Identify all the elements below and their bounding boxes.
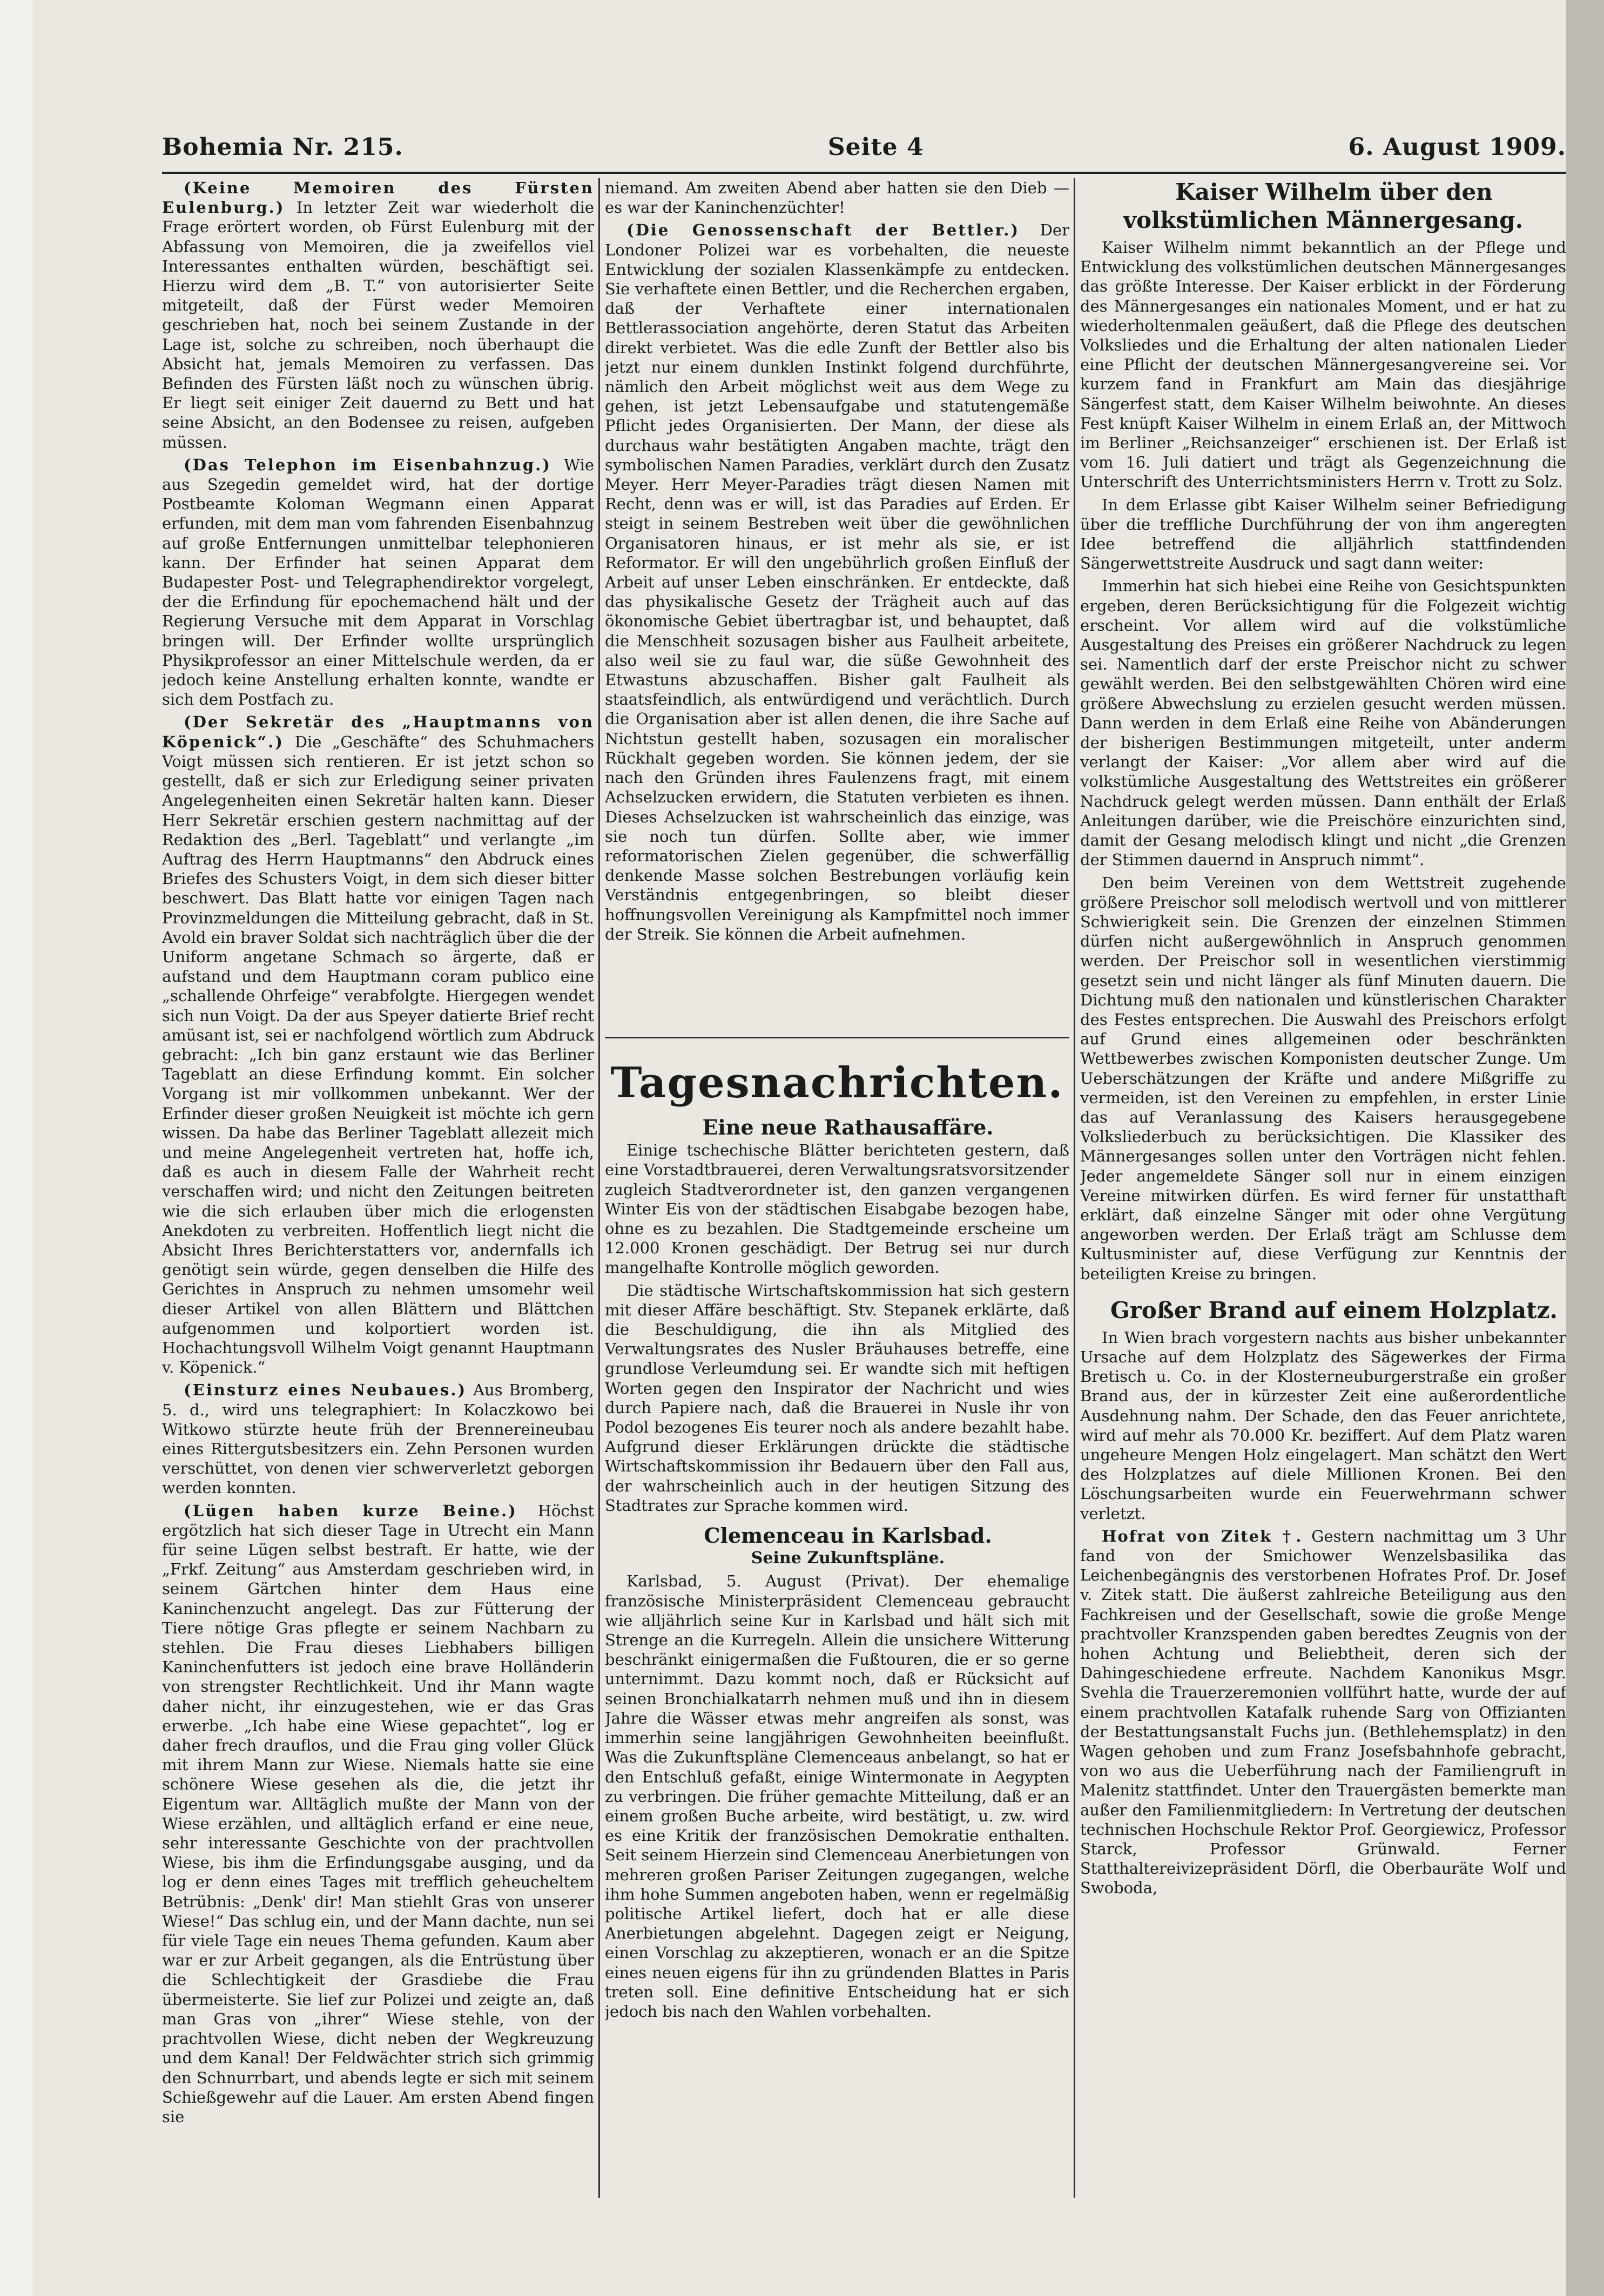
scan-margin-right [1566, 0, 1604, 2296]
article-zitek: Hofrat von Zitek †. Gestern nachmittag um 3 Uhr fand von der Smichower Wenzelsbasilika das Leichenbegängnis des verstorbenen Hofrates Prof. Dr. Josef v. Zitek statt. Die äußerst zahlreiche Beteiligung aus den Fachkreisen und der Gesellschaft, sowie die große Menge prachtvoller Kranzspenden gaben beredtes Zeugnis von der hohen Achtung und Beliebtheit, deren sich der Dahingeschiedene erfreute. Nachdem Kanonikus Msgr. Svehla die Trauerzeremonien vollführt hatte, wurde der auf einem prachtvollen Katafalk ruhende Sarg von Offizianten der Bestattungsanstalt Fuchs jun. (Bethlehemsplatz) in den Wagen gehoben und zum Franz Josefsbahnhofe gebracht, von wo aus die Ueberführung nach der Familiengruft in Malenitz stattfindet. Unter den Trauergästen bemerkte man außer den Familienmitgliedern: In Vertretung der deutschen technischen Hochschule Rektor Prof. Georgiewicz, Professor Starck, Professor Grünwald. Ferner Statthaltereivizepräsident Dörfl, die Oberbauräte Wolf und Swoboda, [1080, 1527, 1566, 1897]
subhead-rathaus: Eine neue Rathausaffäre. [702, 1118, 994, 1139]
article-rathaus-1: Einige tschechische Blätter berichteten gestern, daß eine Vorstadtbrauerei, deren Verwaltungsratsvorsitzender zugleich Stadtverordneter ist, den ganzen vergangenen Winter Eis von der städtischen Eisabgabe bezogen habe, ohne es zu bezahlen. Die Stadtgemeinde erscheine um 12.000 Kronen geschädigt. Der Betrug sei nur durch mangelhafte Kontrolle möglich geworden. [605, 1141, 1069, 1277]
paper-issue: Bohemia Nr. 215. [162, 133, 403, 161]
column-rule-1 [598, 178, 600, 2198]
section-rule [605, 1037, 1069, 1038]
article-kaiser-4: Den beim Vereinen von dem Wettstreit zugehende größere Preischor soll melodisch wertvoll und von mittlerer Schwierigkeit sein. Die Grenzen der einzelnen Stimmen dürfen nicht außergewöhnlich in Anspruch genommen werden. Der Preischor soll in wesentlichen vierstimmig gesetzt sein und nicht länger als fünf Minuten dauern. Die Dichtung muß den nationalen und künstlerischen Charakter des Festes entsprechen. Die Auswahl des Preischors erfolgt auf Grund eines allgemeinen oder beschränkten Wettbewerbes zwischen Komponisten deutscher Zunge. Um Ueberschätzungen der Kräfte und andere Mißgriffe zu vermeiden, ist den Vereinen zu empfehlen, in erster Linie das auf Veranlassung des Kaisers herausgegebene Volksliederbuch zu berücksichtigen. Die Klassiker des Männergesanges sollen unter den Vorträgen nicht fehlen. Jeder angemeldete Sänger soll nur in einem einzigen Vereine mitwirken dürfen. Es wird ferner für unstatthaft erklärt, daß einzelne Sänger mit oder ohne Vergütung angeworben werden. Der Erlaß trägt am Schlusse dem Kultusminister auf, diese Verfügung zur Kenntnis der beteiligten Kreise zu bringen. [1080, 873, 1566, 1283]
page-number: Seite 4 [827, 133, 924, 161]
title-brand: Großer Brand auf einem Holzplatz. [1110, 1296, 1558, 1323]
column-2-top [605, 178, 1069, 1021]
column-2-bottom [605, 1118, 1069, 2198]
article-luegen-end: niemand. Am zweiten Abend aber hatten sie den Dieb — es war der Kaninchenzüchter! [605, 179, 1069, 217]
column-1 [162, 178, 594, 2198]
page-header [162, 125, 1566, 168]
scan-margin-left [0, 0, 32, 2296]
article-clemenceau: Karlsbad, 5. August (Privat). Der ehemalige französische Ministerpräsident Clemenceau gebraucht wie alljährlich seine Kur in Karlsbad und hält sich mit Strenge an die Kurregeln. Allein die unsichere Witterung beschränkt einigermaßen die Fußtouren, die er so gerne unternimmt. Dazu kommt noch, daß er Rücksicht auf seinen Bronchialkatarrh nehmen muß und ihn in diesem Jahre die Wässer etwas mehr angreifen als sonst, was immerhin seine langjährigen Gewohnheiten beeinflußt. Was die Zukunftspläne Clemenceaus anbelangt, so hat er den Entschluß gefaßt, einige Wintermonate in Aegypten zu verbringen. Die früher gemachte Mitteilung, daß er an einem großen Buche arbeite, wird bestätigt, u. zw. wird es eine Kritik der französischen Demokratie enthalten. Seit seinem Hierzein sind Clemenceau Anerbietungen von mehreren großen Pariser Zeitungen zugegangen, welche ihm hohe Summen angeboten haben, wenn er regelmäßig politische Artikel liefert, doch hat er alle diese Anerbietungen abgelehnt. Dagegen zeigt er Neigung, einen Vorschlag zu akzeptieren, wonach er an die Spitze eines neuen eigens für ihn zu gründenden Blattes in Paris treten soll. Eine definitive Entscheidung hat er sich jedoch bis nach den Wahlen vorbehalten. [605, 1572, 1069, 2021]
article-kaiser-3: Immerhin hat sich hiebei eine Reihe von Gesichtspunkten ergeben, deren Berücksichtigung für die Folgezeit wichtig erscheint. Vor allem wird auf die volkstümliche Ausgestaltung des Preises ein größerer Nachdruck zu legen sei. Namentlich darf der erste Preischor nicht zu schwer gewählt werden. Bei den selbstgewählten Chören wird eine größere Abwechslung zu erzielen gesucht werden müssen. Dann werden in dem Erlaß eine Reihe von Abänderungen der bisherigen Bestimmungen mitgeteilt, unter anderm verlangt der Kaiser: „Vor allem aber wird auf die volkstümliche Ausgestaltung des Wettstreites ein größerer Nachdruck gelegt werden müssen. Dann enthält der Erlaß Anleitungen darüber, wie die Preischöre einzurichten sind, damit der Gesang melodisch klingt und nicht „die Grenzen der Stimmen dauernd in Anspruch nimmt“. [1080, 577, 1566, 869]
article-luegen: (Lügen haben kurze Beine.) Höchst ergötzlich hat sich dieser Tage in Utrecht ein Mann für seine Lügen selbst bestraft. Er hatte, wie der „Frkf. Zeitung“ aus Amsterdam geschrieben wird, in seinem Gärtchen hinter dem Haus eine Kaninchenzucht angelegt. Das zur Fütterung der Tiere nötige Gras pflegte er seinem Nachbarn zu stehlen. Die Frau dieses Liebhabers billigen Kaninchenfutters ist jedoch eine brave Holländerin von strengster Rechtlichkeit. Und ihr Mann wagte daher nicht, ihr einzugestehen, wie er das Gras erwerbe. „Ich habe eine Wiese gepachtet“, log er daher frech drauflos, und die Frau ging voller Glück mit ihrem Mann zur Wiese. Niemals hatte sie eine schönere Wiese gesehen als die, die jetzt ihr Eigentum war. Alltäglich mußte der Mann von der Wiese erzählen, und alltäglich erfand er eine neue, sehr interessante Geschichte von der prachtvollen Wiese, bis ihm die Erfindungsgabe ausging, und da log er denn eines Tages mit trefflich geheucheltem Betrübnis: „Denk' dir! Man stiehlt Gras von unserer Wiese!“ Das schlug ein, und der Mann dachte, nun sei für viele Tage ein neues Thema gefunden. Kaum aber war er zur Arbeit gegangen, als die Entrüstung über die Schlechtigkeit der Grasdiebe die Frau übermeisterte. Sie lief zur Polizei und zeigte an, daß man Gras von „ihrer“ Wiese stehle, von der prachtvollen Wiese, dicht neben der Wegkreuzung und dem Kanal! Der Feldwächter strich sich grimmig den Schnurrbart, und abends legte er sich mit seinem Schießgewehr auf die Lauer. Am ersten Abend fingen sie [162, 1501, 594, 2126]
section-headline: Tagesnachrichten. [610, 1058, 1064, 1108]
article-rathaus-2: Die städtische Wirtschaftskommission hat sich gestern mit dieser Affäre beschäftigt. Stv. Stepanek erklärte, daß die Beschuldigung, die ihn als Mitglied des Verwaltungsrates des Nusler Bräuhauses betreffe, eine grundlose Verleumdung sei. Er wandte sich mit heftigen Worten gegen den Inspirator der Nachricht und wies durch Papiere nach, daß die Brauerei in Nusle ihr von Podol bezogenes Eis teurer noch als andere bezahlt habe. Aufgrund dieser Erklärungen drückte die städtische Wirtschaftskommission ihr Bedauern über den Fall aus, der wahrscheinlich auch in der heutigen Sitzung des Stadtrates zur Sprache kommen wird. [605, 1281, 1069, 1515]
column-3 [1080, 178, 1566, 2198]
column-rule-2 [1074, 178, 1075, 2198]
issue-date: 6. August 1909. [1348, 133, 1566, 161]
article-brand: In Wien brach vorgestern nachts aus bisher unbekannter Ursache auf dem Holzplatz des Sägewerkes der Firma Bretisch u. Co. in der Klosterneuburgerstraße ein großer Brand aus, der in kürzester Zeit eine außerordentliche Ausdehnung nahm. Der Schade, den das Feuer anrichtete, wird auf mehr als 70.000 Kr. beziffert. Auf dem Platz waren ungeheure Mengen Holz eingelagert. Man schätzt den Wert des Holzplatzes auf diele Millionen Kronen. Bei den Löschungsarbeiten wurde ein Feuerwehrmann schwer verletzt. [1080, 1328, 1566, 1523]
header-rule [162, 172, 1566, 174]
article-telephon: (Das Telephon im Eisenbahnzug.) Wie aus Szegedin gemeldet wird, hat der dortige Postbeamte Koloman Wegmann einen Apparat erfunden, mit dem man vom fahrenden Eisenbahnzug auf große Entfernungen unmittelbar telephonieren kann. Der Erfinder hat seinen Apparat dem Budapester Post- und Telegraphendirektor vorgelegt, der die Erfindung für epochemachend hält und der Regierung Versuche mit dem Apparat in Vorschlag bringen will. Der Erfinder wollte ursprünglich Physikprofessor an einer Mittelschule werden, da er jedoch keine Anstellung erhalten konnte, wandte er sich dem Postfach zu. [162, 455, 594, 709]
subhead-zukunft: Seine Zukunftspläne. [751, 1549, 945, 1568]
article-kaiser-2: In dem Erlasse gibt Kaiser Wilhelm seiner Befriedigung über die treffliche Durchführung der von ihm angeregten Idee betreffend die alljährlich stattfindenden Sängerwettstreite Ausdruck und sagt dann weiter: [1080, 495, 1566, 573]
article-koepenick: (Der Sekretär des „Hauptmanns von Köpenick“.) Die „Geschäfte“ des Schuhmachers Voigt müssen sich rentieren. Er ist jetzt schon so gestellt, daß er sich zur Erledigung seiner privaten Angelegenheiten einen Sekretär halten kann. Dieser Herr Sekretär erschien gestern nachmittag auf der Redaktion des „Berl. Tageblatt“ und verlangte „im Auftrag des Herrn Hauptmanns“ den Abdruck eines Briefes des Schusters Voigt, in dem sich dieser bitter beschwert. Das Blatt hatte vor einigen Tagen nach Provinzmeldungen die Mitteilung gebracht, daß in St. Avold ein braver Soldat sich nachträglich über die der Uniform angetane Schmach so ärgerte, daß er aufstand und dem Hauptmann coram publico eine „schallende Ohrfeige“ verabfolgte. Hiergegen wendet sich nun Voigt. Da der aus Speyer datierte Brief recht amüsant ist, sei er nachfolgend wörtlich zum Abdruck gebracht: „Ich bin ganz erstaunt wie das Berliner Tageblatt an diese Erfindung kommt. Ein solcher Vorgang ist mir vollkommen unbekannt. Wer der Erfinder dieser großen Neuigkeit ist möchte ich gern wissen. Da habe das Berliner Tageblatt allezeit mich und meine Angelegenheit vertreten hat, hoffe ich, daß es auch in diesem Falle der Wahrheit recht verschaffen wird; und nicht den Zeitungen beitreten wie die sich erlauben über mich die erlogensten Anekdoten zu verbreiten. Hoffentlich liegt nicht die Absicht Ihres Berichterstatters vor, andernfalls ich genötigt sein würde, gegen denselben die Hilfe des Gerichtes in Anspruch zu nehmen umsomehr weil dieser Artikel von allen Blättern und Blättchen aufgenommen und kolportiert worden ist. Hochachtungsvoll Wilhelm Voigt genannt Hauptmann v. Köpenick.“ [162, 713, 594, 1377]
article-kaiser-1: Kaiser Wilhelm nimmt bekanntlich an der Pflege und Entwicklung des volkstümlichen deutschen Männergesanges das größte Interesse. Der Kaiser erblickt in der Förderung des Männergesanges ein nationales Moment, und er hat zu wiederholtenmalen geäußert, daß die Pflege des deutschen Volksliedes und die Erhaltung der alten nationalen Lieder eine Pflicht der deutschen Männergesangvereine sei. Vor kurzem fand in Frankfurt am Main das diesjährige Sängerfest statt, dem Kaiser Wilhelm beiwohnte. An dieses Fest knüpft Kaiser Wilhelm in einem Erlaß an, der Mittwoch im Berliner „Reichsanzeiger“ erschienen ist. Der Erlaß ist vom 16. Juli datiert und trägt als Gegenzeichnung die Unterschrift des Unterrichtsministers Herrn v. Trott zu Solz. [1080, 238, 1566, 491]
title-kaiser: Kaiser Wilhelm über den volkstümlichen Männergesang. [1123, 179, 1524, 233]
article-eulenburg: (Keine Memoiren des Fürsten Eulenburg.) In letzter Zeit war wiederholt die Frage erörtert worden, ob Fürst Eulenburg mit der Abfassung von Memoiren, die ja zweifellos viel Interessantes enthalten würden, beschäftigt sei. Hierzu wird dem „B. T.“ von autorisierter Seite mitgeteilt, daß der Fürst weder Memoiren geschrieben hat, noch bei seinem Zustande in der Lage ist, solche zu schreiben, noch überhaupt die Absicht hat, jemals Memoiren zu verfassen. Das Befinden des Fürsten läßt noch zu wünschen übrig. Er liegt seit einiger Zeit dauernd zu Bett und hat seine Absicht, an den Bodensee zu reisen, aufgeben müssen. [162, 179, 594, 451]
article-bettler: (Die Genossenschaft der Bettler.) Der Londoner Polizei war es vorbehalten, die neueste Entwicklung der sozialen Klassenkämpfe zu entdecken. Sie verhaftete einen Bettler, und die Recherchen ergaben, daß der Verhaftete einer internationalen Bettlerassociation angehörte, deren Statut das Arbeiten direkt verbietet. Was die edle Zunft der Bettler also bis jetzt nur einem dunklen Instinkt folgend durchführte, nämlich den Arbeit möglichst weit aus dem Wege zu gehen, ist jetzt Lebensaufgabe und statutengemäße Pflicht jedes Organisierten. Der Mann, der diese als durchaus wahr bestätigten Angaben machte, trägt den symbolischen Namen Paradies, verklärt durch den Zusatz Meyer. Herr Meyer-Paradies trägt diesen Namen mit Recht, denn was er will, ist das Paradies auf Erden. Er steigt in seinem Bestreben weit über die gewöhnlichen Organisatoren hinaus, er ist mehr als sie, er ist Reformator. Er will den ungebührlich großen Einfluß der Arbeit auf unser Leben einschränken. Er entdeckte, daß das physikalische Gesetz der Trägheit auch auf das ökonomische Gebiet übertragbar ist, und behauptet, daß die Menschheit sozusagen bisher aus Faulheit arbeitete, also weil sie zu faul war, die süße Gewohnheit des Etwastuns abzuschaffen. Bisher galt Faulheit als staatsfeindlich, als entwürdigend und verächtlich. Durch die Organisation aber ist allen denen, die ihre Sache auf Nichtstun gestellt haben, sozusagen ein moralischer Rückhalt gegeben worden. Sie können jedem, der sie nach den Gründen ihres Faulenzens fragt, mit einem Achselzucken erwidern, die Statuten verbieten es ihnen. Dieses Achselzucken ist wahrscheinlich das einzige, was sie noch tun dürfen. Sollte aber, wie immer reformatorischen Zielen gegenüber, die schwerfällig denkende Masse solchen Bestrebungen vorläufig kein Verständnis entgegenbringen, so bleibt dieser hoffnungsvollen Vereinigung als Kampfmittel noch immer der Streik. Sie können die Arbeit aufnehmen. [605, 221, 1069, 943]
subhead-clemenceau: Clemenceau in Karlsbad. [704, 1523, 992, 1548]
article-einsturz: (Einsturz eines Neubaues.) Aus Bromberg, 5. d., wird uns telegraphiert: In Kolaczkowo bei Witkowo stürzte heute früh der Brennereineubau eines Rittergutsbesitzers ein. Zehn Personen wurden verschüttet, von denen vier schwerverletzt geborgen werden konnten. [162, 1381, 594, 1497]
